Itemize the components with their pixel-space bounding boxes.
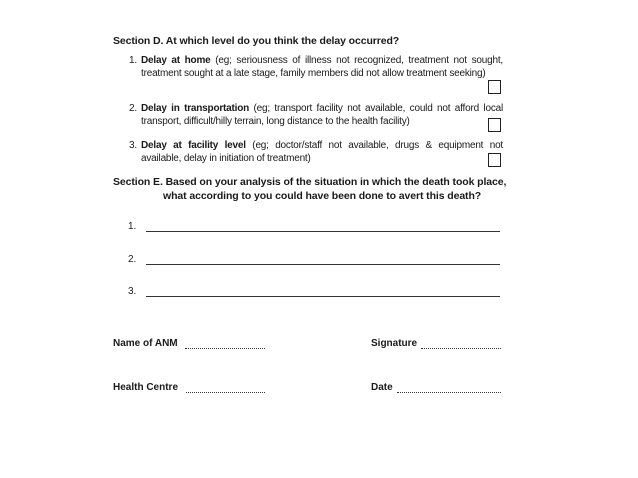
answer-line-2[interactable] <box>146 264 500 265</box>
delay-home-checkbox[interactable] <box>488 80 501 94</box>
answer-number: 3. <box>128 286 137 297</box>
signature-field[interactable] <box>421 348 501 349</box>
signature-label: Signature <box>371 338 418 349</box>
item-description: (eg; transport facility not available, could not afford local transport, difficult/hilly terrain, long distance to the health facility) <box>141 103 504 127</box>
item-number: 3. <box>129 140 137 151</box>
answer-number: 2. <box>128 254 137 265</box>
delay-item-home <box>129 55 503 95</box>
delay-transport-checkbox[interactable] <box>488 118 501 132</box>
delay-facility-checkbox[interactable] <box>488 153 501 167</box>
item-title: Delay at home <box>141 55 211 66</box>
answer-number: 1. <box>128 221 137 232</box>
section-e-heading-line2: what according to you could have been done to avert this death? <box>163 190 482 202</box>
delay-item-transport <box>129 103 503 131</box>
item-number: 2. <box>129 103 137 114</box>
date-label: Date <box>371 382 393 393</box>
item-number: 1. <box>129 55 137 66</box>
date-field[interactable] <box>397 392 501 393</box>
answer-line-3[interactable] <box>146 296 500 297</box>
section-d-heading: Section D. At which level do you think the delay occurred? <box>113 35 400 47</box>
item-title: Delay in transportation <box>141 103 250 114</box>
answer-line-1[interactable] <box>146 231 500 232</box>
delay-item-facility <box>129 140 503 168</box>
health-centre-label: Health Centre <box>113 382 179 393</box>
anm-name-label: Name of ANM <box>113 338 178 349</box>
item-description: (eg; seriousness of illness not recognized, treatment not sought, treatment sought at a late stage, family members did not allow treatment seeking) <box>141 55 503 79</box>
section-e-heading-line1: Section E. Based on your analysis of the situation in which the death took place, <box>113 176 507 188</box>
health-centre-field[interactable] <box>186 392 265 393</box>
item-description: (eg; doctor/staff not available, drugs & equipment not available, delay in initiation of treatment) <box>141 140 504 164</box>
anm-name-field[interactable] <box>185 348 265 349</box>
item-title: Delay at facility level <box>141 140 246 151</box>
